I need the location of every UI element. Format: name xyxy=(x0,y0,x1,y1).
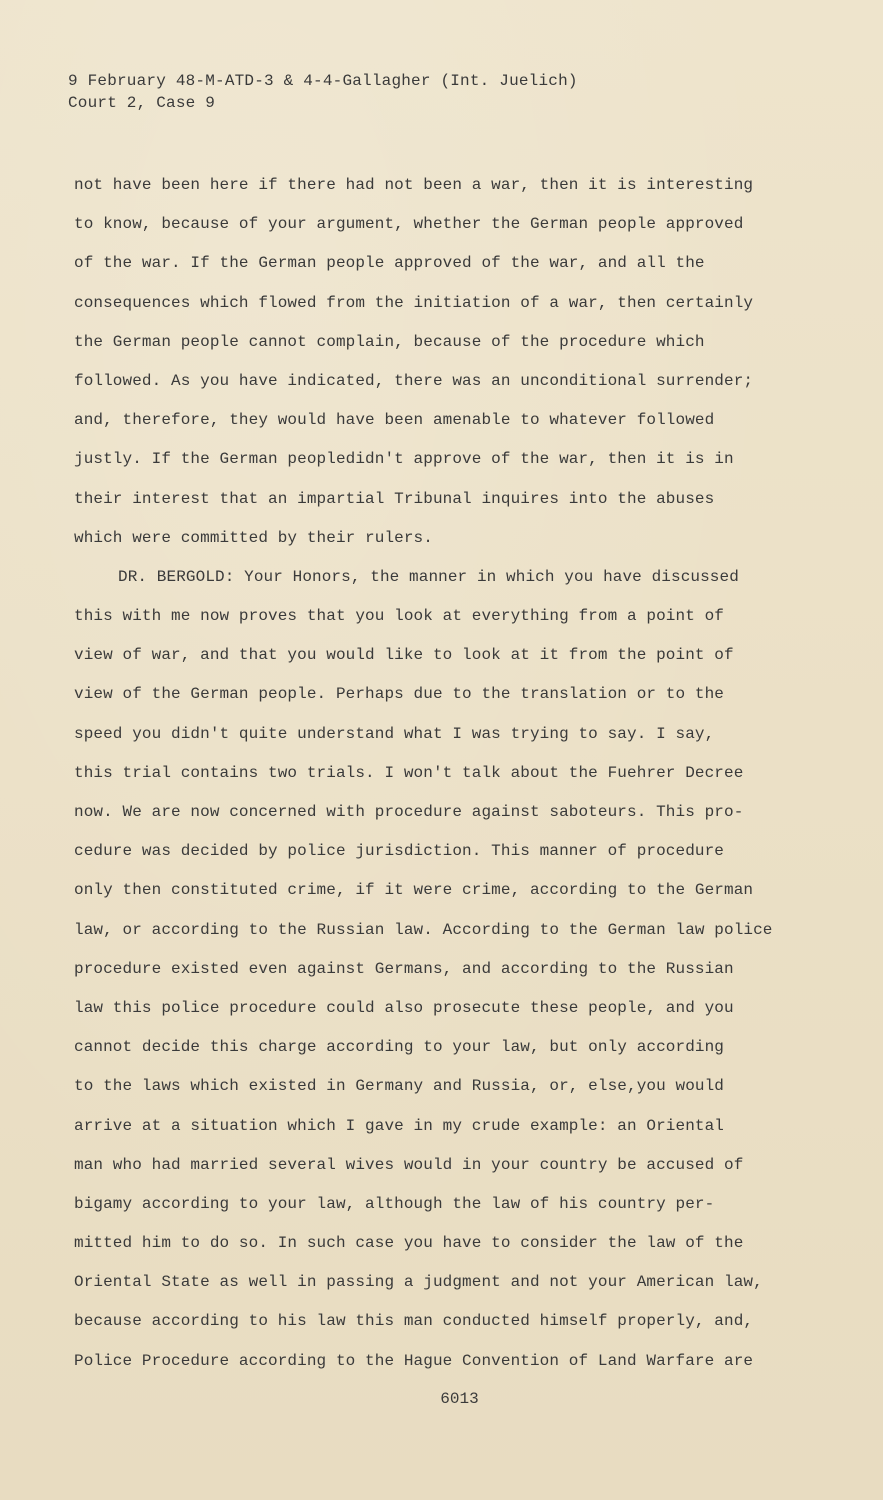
transcript-line: followed. As you have indicated, there was an unconditional surrender; xyxy=(74,371,754,390)
transcript-line: Police Procedure according to the Hague Convention of Land Warfare are xyxy=(74,1351,754,1370)
transcript-line: view of war, and that you would like to look at it from the point of xyxy=(74,646,734,665)
transcript-line: to the laws which existed in Germany and Russia, or, else,you would xyxy=(74,1077,725,1096)
transcript-line: cannot decide this charge according to your law, but only according xyxy=(74,1038,725,1057)
transcript-line: Oriental State as well in passing a judgment and not your American law, xyxy=(74,1273,763,1292)
transcript-line: consequences which flowed from the initiation of a war, then certainly xyxy=(74,293,754,312)
header-date-line: 9 February 48-M-ATD-3 & 4-4-Gallagher (Int. Juelich) xyxy=(68,72,578,90)
transcript-line: procedure existed even against Germans, and according to the Russian xyxy=(74,959,734,978)
transcript-line: and, therefore, they would have been amenable to whatever followed xyxy=(74,411,715,430)
transcript-line: DR. BERGOLD: Your Honors, the manner in which you have discussed xyxy=(118,567,739,586)
transcript-line: cedure was decided by police jurisdiction. This manner of procedure xyxy=(74,842,725,861)
document-header xyxy=(68,70,578,114)
transcript-line: law this police procedure could also prosecute these people, and you xyxy=(74,998,734,1017)
transcript-body xyxy=(74,166,864,1381)
transcript-line: this trial contains two trials. I won't talk about the Fuehrer Decree xyxy=(74,763,744,782)
transcript-line: not have been here if there had not been a war, then it is interesting xyxy=(74,176,754,194)
transcript-line: this with me now proves that you look at everything from a point of xyxy=(74,607,725,626)
transcript-line: mitted him to do so. In such case you have to consider the law of the xyxy=(74,1234,744,1253)
transcript-line: the German people cannot complain, because of the procedure which xyxy=(74,332,705,351)
transcript-line: man who had married several wives would in your country be accused of xyxy=(74,1155,744,1174)
transcript-line: because according to his law this man conducted himself properly, and, xyxy=(74,1312,754,1331)
transcript-line: bigamy according to your law, although the law of his country per- xyxy=(74,1194,715,1213)
transcript-line: view of the German people. Perhaps due to the translation or to the xyxy=(74,685,725,704)
transcript-line: of the war. If the German people approved of the war, and all the xyxy=(74,254,705,273)
page-number: 6013 xyxy=(440,1390,479,1408)
transcript-line: justly. If the German peopledidn't approve of the war, then it is in xyxy=(74,450,734,469)
transcript-line: law, or according to the Russian law. According to the German law police xyxy=(74,920,773,939)
transcript-line: which were committed by their rulers. xyxy=(74,528,433,547)
transcript-line: only then constituted crime, if it were crime, according to the German xyxy=(74,881,754,900)
transcript-line: now. We are now concerned with procedure against saboteurs. This pro- xyxy=(74,803,744,821)
transcript-line: to know, because of your argument, whether the German people approved xyxy=(74,215,744,234)
transcript-line: their interest that an impartial Tribunal inquires into the abuses xyxy=(74,489,715,508)
header-court-line: Court 2, Case 9 xyxy=(68,94,216,112)
transcript-line: arrive at a situation which I gave in my crude example: an Oriental xyxy=(74,1116,725,1135)
transcript-line: speed you didn't quite understand what I was trying to say. I say, xyxy=(74,724,715,743)
